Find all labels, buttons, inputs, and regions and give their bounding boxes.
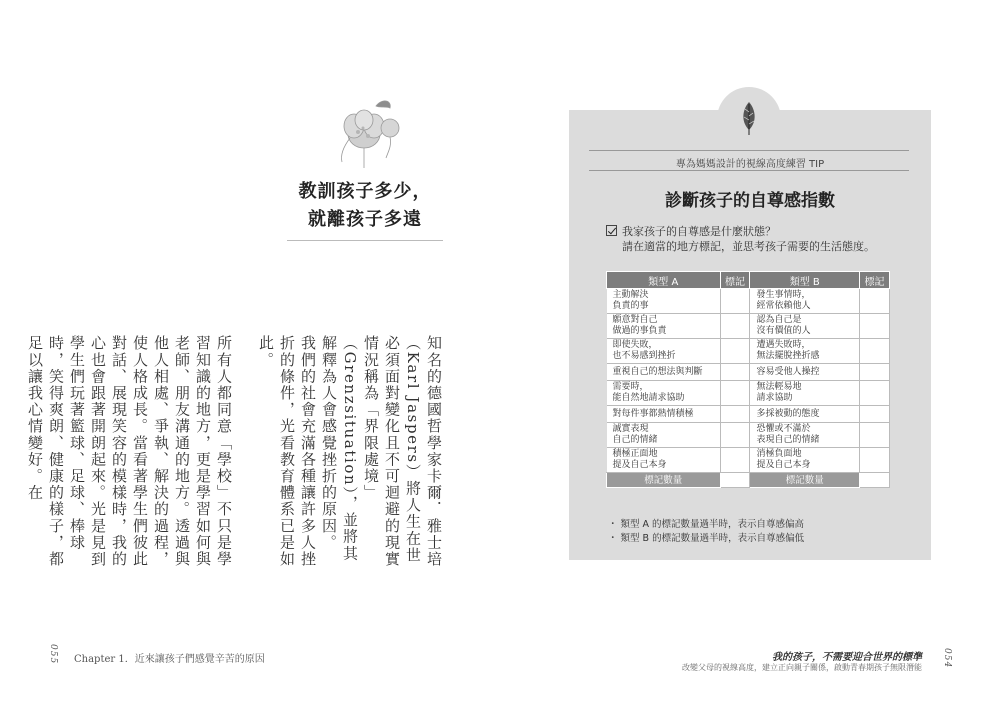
cell-line: 提及自己本身	[612, 460, 667, 470]
mark-cell[interactable]	[720, 339, 750, 364]
cell-line: 自己的情緒	[612, 435, 658, 445]
cell-line: 無法輕易地	[756, 382, 802, 392]
title-divider	[287, 240, 443, 241]
mark-cell[interactable]	[860, 381, 890, 406]
mark-cell[interactable]	[720, 289, 750, 314]
book-title: 我的孩子，不需要迎合世界的標準	[772, 652, 922, 663]
table-row	[607, 339, 890, 364]
cell-line: 對每件事都熱情積極	[612, 408, 694, 419]
table-row	[607, 423, 890, 448]
cell-line: 經常依賴他人	[756, 301, 811, 311]
type-a-cell	[607, 406, 721, 423]
type-b-cell	[750, 423, 860, 448]
table-row	[607, 448, 890, 473]
question-block	[606, 224, 875, 254]
mark-cell[interactable]	[860, 289, 890, 314]
cell-line: 提及自己本身	[756, 460, 811, 470]
cell-line: 重視自己的想法與判斷	[612, 366, 703, 377]
cell-line: 也不易感到挫折	[612, 351, 676, 361]
mark-cell[interactable]	[860, 423, 890, 448]
table-row	[607, 381, 890, 406]
body-text-vertical	[26, 335, 444, 571]
page-number-right: 054	[942, 648, 952, 669]
header-mark-b: 標記	[860, 272, 890, 289]
paragraph-2: 我們的社會充滿各種讓許多人挫折的條件，光看教育體系已是如此。	[257, 335, 317, 568]
cell-line: 積極正面地	[612, 449, 658, 459]
type-a-cell	[607, 339, 721, 364]
type-a-cell	[607, 289, 721, 314]
cell-line: 主動解決	[612, 290, 649, 300]
mark-cell[interactable]	[720, 364, 750, 381]
cell-line: 發生事情時，	[756, 290, 811, 300]
mark-cell[interactable]	[860, 406, 890, 423]
type-b-cell	[750, 289, 860, 314]
header-type-a: 類型 A	[607, 272, 721, 289]
footer-count-a: 標記數量	[607, 473, 721, 488]
book-subtitle: 改變父母的視線高度，建立正向親子關係，啟動青春期孩子無限潛能	[682, 663, 922, 672]
count-a-mark[interactable]	[720, 473, 750, 488]
cell-line: 需要時，	[612, 382, 649, 392]
mark-cell[interactable]	[720, 448, 750, 473]
mark-cell[interactable]	[860, 339, 890, 364]
cell-line: 即使失敗，	[612, 340, 658, 350]
result-notes	[608, 518, 804, 546]
section-title	[287, 178, 443, 234]
header-mark-a: 標記	[720, 272, 750, 289]
cell-line: 誠實表現	[612, 424, 649, 434]
tip-rule-bottom	[589, 170, 909, 171]
note-a: ・ 類型 A 的標記數量過半時，表示自尊感偏高	[608, 519, 805, 530]
mark-cell[interactable]	[860, 364, 890, 381]
cell-line: 願意對自己	[612, 315, 658, 325]
title-line-2: 就離孩子多遠	[308, 209, 422, 230]
table-row	[607, 406, 890, 423]
type-a-cell	[607, 364, 721, 381]
type-a-cell	[607, 448, 721, 473]
header-type-b: 類型 B	[750, 272, 860, 289]
cell-line: 沒有價值的人	[756, 326, 811, 336]
mark-cell[interactable]	[860, 314, 890, 339]
type-b-cell	[750, 381, 860, 406]
type-a-cell	[607, 314, 721, 339]
chapter-label: Chapter 1．近來讓孩子們感覺辛苦的原因	[74, 654, 265, 665]
type-b-cell	[750, 364, 860, 381]
mark-cell[interactable]	[860, 448, 890, 473]
title-line-1: 教訓孩子多少，	[298, 181, 432, 202]
page-number-left: 055	[48, 644, 58, 665]
cell-line: 表現自己的情緒	[756, 435, 820, 445]
mark-cell[interactable]	[720, 381, 750, 406]
paragraph-1: 知名的德國哲學家卡爾．雅士培（Karl Jaspers）將人生在世必須面對變化且不可迴避的現實情況稱為「界限處境」（Grenzsituation），並將其解釋為人會感覺挫折的原因。	[320, 335, 443, 568]
type-a-cell	[607, 423, 721, 448]
note-b: ・ 類型 B 的標記數量過半時，表示自尊感偏低	[608, 533, 805, 544]
count-b-mark[interactable]	[860, 473, 890, 488]
panel-title: 診斷孩子的自尊感指數	[665, 191, 835, 211]
cell-line: 遭遇失敗時，	[756, 340, 811, 350]
type-b-cell	[750, 339, 860, 364]
question-line-1: 我家孩子的自尊感是什麼狀態？	[622, 225, 776, 238]
cell-line: 做過的事負責	[612, 326, 667, 336]
cell-line: 恐懼或不滿於	[756, 424, 811, 434]
type-a-cell	[607, 381, 721, 406]
table-row	[607, 314, 890, 339]
cell-line: 消極負面地	[756, 449, 802, 459]
mark-cell[interactable]	[720, 314, 750, 339]
mark-cell[interactable]	[720, 406, 750, 423]
cell-line: 請求協助	[756, 393, 793, 403]
flower-illustration	[330, 92, 420, 172]
cell-line: 容易受他人操控	[756, 366, 820, 377]
table-row	[607, 364, 890, 381]
type-b-cell	[750, 314, 860, 339]
paragraph-3: 所有人都同意「學校」不只是學習知識的地方，更是學習如何與老師、朋友溝通的地方。透過與他人相處、爭執、解決的過程，使人格成長。當看著學生們彼此對話、展現笑容的模樣時，我的心也會跟著開朗起來。光是見到學生們玩著籃球、足球、棒球時，笑得爽朗、健康的樣子，都足以讓我心情變好。在	[26, 335, 233, 568]
self-esteem-table	[606, 271, 890, 488]
checkbox-checked-icon	[606, 225, 617, 236]
cell-line: 負責的事	[612, 301, 649, 311]
tip-rule-top	[589, 150, 909, 151]
type-b-cell	[750, 448, 860, 473]
cell-line: 無法擺脫挫折感	[756, 351, 820, 361]
table-row	[607, 289, 890, 314]
cell-line: 認為自己是	[756, 315, 802, 325]
type-b-cell	[750, 406, 860, 423]
leaf-icon	[738, 100, 760, 136]
question-line-2: 請在適當的地方標記，並思考孩子需要的生活態度。	[622, 240, 875, 253]
footer-count-b: 標記數量	[750, 473, 860, 488]
cell-line: 能自然地請求協助	[612, 393, 685, 403]
tip-label: 專為媽媽設計的視線高度練習 TIP	[675, 159, 825, 170]
cell-line: 多採被動的態度	[756, 408, 820, 419]
mark-cell[interactable]	[720, 423, 750, 448]
